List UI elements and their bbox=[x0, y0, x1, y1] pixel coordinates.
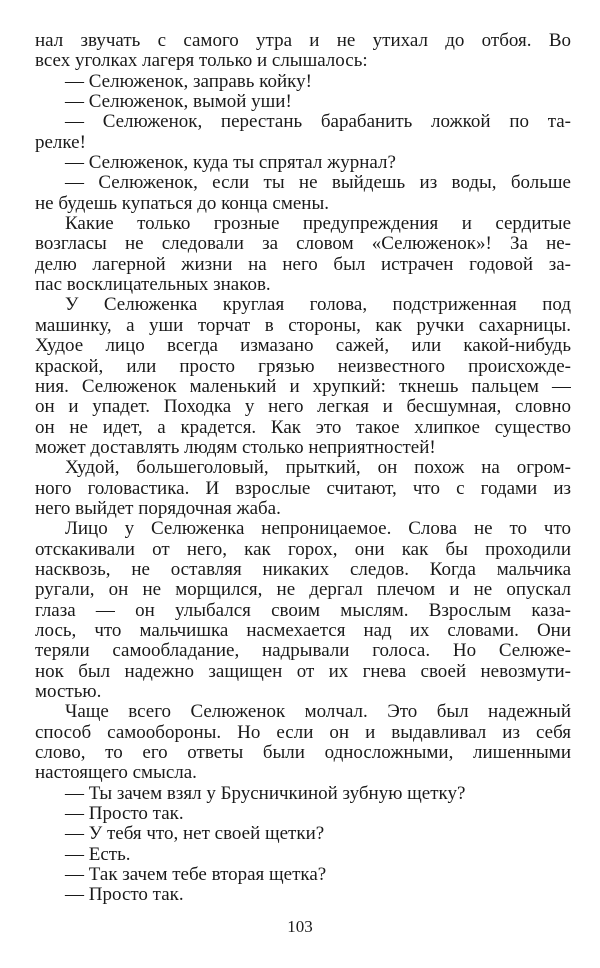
text-line: — Селюженок, куда ты спрятал журнал? bbox=[65, 152, 396, 174]
text-line: краской, или просто грязью неизвестного происхожде- bbox=[35, 356, 571, 377]
text-line: пас восклицательных знаков. bbox=[35, 274, 271, 296]
text-line: — У тебя что, нет своей щетки? bbox=[65, 823, 325, 845]
text-line: — Просто так. bbox=[65, 803, 184, 825]
text-line: Худое лицо всегда измазано сажей, или какой-нибудь bbox=[35, 336, 571, 357]
page-body-text bbox=[35, 31, 571, 906]
text-line: не будешь купаться до конца смены. bbox=[35, 192, 329, 214]
text-line: отскакивали от него, как горох, они как бы проходили bbox=[35, 539, 571, 560]
text-line: может доставлять людям столько неприятностей! bbox=[35, 436, 436, 458]
text-line: он не идет, а крадется. Как это такое хлипкое существо bbox=[35, 417, 571, 438]
text-line: У Селюженка круглая голова, подстриженная под bbox=[65, 295, 571, 316]
text-line: делю лагерной жизни на него был истрачен годовой за- bbox=[35, 254, 571, 275]
text-line: насквозь, не оставляя никаких следов. Когда мальчика bbox=[35, 559, 571, 580]
text-line: глаза — он улыбался своим мыслям. Взрослым каза- bbox=[35, 600, 571, 621]
text-line: мостью. bbox=[35, 681, 102, 702]
text-line: возгласы не следовали за словом «Селюженок»! За не- bbox=[35, 234, 571, 255]
text-line: способ самообороны. Но если он и выдавливал из себя bbox=[35, 722, 571, 743]
text-line: всех уголках лагеря только и слышалось: bbox=[35, 50, 368, 72]
text-line: него выйдет порядочная жаба. bbox=[35, 497, 281, 519]
text-line: теряли самообладание, надрывали голоса. Но Селюже- bbox=[35, 641, 571, 662]
text-line: ного головастика. И взрослые считают, что с годами из bbox=[35, 478, 571, 499]
text-line: — Селюженок, если ты не выйдешь из воды, больше bbox=[65, 173, 571, 194]
text-line: — Селюженок, заправь койку! bbox=[65, 70, 312, 92]
text-line: ругали, он не морщился, не дергал плечом и не опускал bbox=[35, 580, 571, 601]
page-number: 103 bbox=[287, 917, 313, 936]
text-line: ния. Селюженок маленький и хрупкий: ткнешь пальцем — bbox=[35, 376, 571, 397]
text-line: лось, что мальчишка насмехается над их словами. Они bbox=[35, 620, 571, 641]
text-line: — Есть. bbox=[65, 843, 131, 865]
text-line: нал звучать с самого утра и не утихал до отбоя. Во bbox=[35, 31, 571, 51]
text-line: Лицо у Селюженка непроницаемое. Слова не то что bbox=[65, 519, 571, 540]
text-line: — Просто так. bbox=[65, 884, 184, 906]
text-line: — Ты зачем взял у Брусничкиной зубную щетку? bbox=[65, 782, 466, 804]
text-line: Худой, большеголовый, прыткий, он похож на огром- bbox=[65, 458, 571, 479]
text-line: — Так зачем тебе вторая щетка? bbox=[65, 864, 327, 886]
text-line: Чаще всего Селюженок молчал. Это был надежный bbox=[65, 702, 571, 723]
text-line: релке! bbox=[35, 131, 86, 153]
text-line: машинку, а уши торчат в стороны, как ручки сахарницы. bbox=[35, 315, 571, 336]
text-line: нок был надежно защищен от их гнева своей невозмути- bbox=[35, 661, 571, 682]
text-line: он и упадет. Походка у него легкая и бесшумная, словно bbox=[35, 397, 571, 418]
text-line: настоящего смысла. bbox=[35, 762, 197, 784]
text-line: — Селюженок, перестань барабанить ложкой по та- bbox=[65, 112, 571, 133]
text-line: Какие только грозные предупреждения и сердитые bbox=[65, 214, 571, 235]
text-line: — Селюженок, вымой уши! bbox=[65, 91, 292, 113]
text-line: слово, то его ответы были односложными, лишенными bbox=[35, 743, 571, 764]
